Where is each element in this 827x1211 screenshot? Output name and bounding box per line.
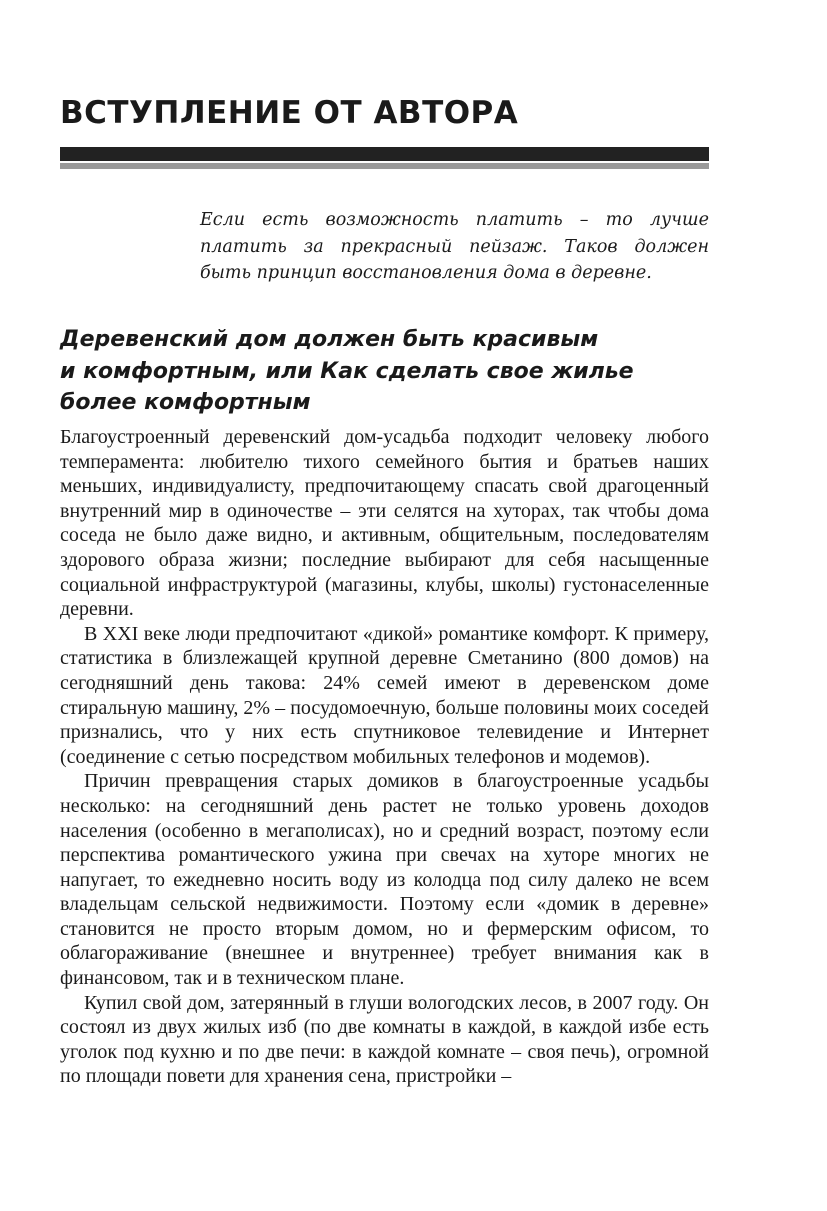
chapter-rule-dark (60, 147, 709, 161)
section-title-line: Деревенский дом должен быть красивым (60, 327, 599, 352)
paragraph: Купил свой дом, затерянный в глуши вологодских лесов, в 2007 году. Он состоял из двух жилых изб (по две комнаты в каждой, в каждой избе есть уголок под кухню и по две печи: в каждой комнате – своя печь), огромной по площади повети для хранения сена, пристройки – (60, 991, 709, 1088)
body-text (60, 425, 709, 1089)
section-title-line: и комфортным, или Как сделать свое жилье (60, 358, 634, 384)
chapter-title: ВСТУПЛЕНИЕ ОТ АВТОРА (60, 95, 519, 131)
paragraph: Причин превращения старых домиков в благоустроенные усадьбы несколько: на сегодняшний день растет не только уровень доходов населения (особенно в мегаполисах), но и средний возраст, поэтому если перспектива романтического ужина при свечах на хуторе многих не напугает, то ежедневно носить воду из колодца под силу далеко не всем владельцам сельской недвижимости. Поэтому если «домик в деревне» становится не просто вторым домом, но и фермерским офисом, то облагораживание (внешнее и внутреннее) требует внимания как в финансовом, так и в техническом плане. (60, 770, 709, 990)
paragraph: Благоустроенный деревенский дом-усадьба подходит человеку любого темперамента: любителю тихого семейного бытия и братьев наших меньших, индивидуалисту, предпочитающему спасать свой драгоценный внутренний мир в одиночестве – эти селятся на хуторах, так чтобы дома соседа не было даже видно, и активным, общительным, последователям здорового образа жизни; последние выбирают для себя насыщенные социальной инфраструктурой (магазины, клубы, школы) густонаселенные деревни. (60, 426, 709, 621)
section-title-line: более комфортным (60, 390, 311, 415)
paragraph: В XXI веке люди предпочитают «дикой» романтике комфорт. К примеру, статистика в близлежащей крупной деревне Сметанино (800 домов) на сегодняшний день такова: 24% семей имеют в деревенском доме стиральную машину, 2% – посудомоечную, больше половины моих соседей признались, что у них есть спутниковое телевидение и Интернет (соединение с сетью посредством мобильных телефонов и модемов). (60, 622, 709, 768)
chapter-rule-light (60, 163, 709, 169)
section-title (60, 324, 634, 419)
epigraph: Если есть возможность платить – то лучше платить за прекрасный пейзаж. Таков должен быть принцип восстановления дома в деревне. (200, 210, 709, 283)
